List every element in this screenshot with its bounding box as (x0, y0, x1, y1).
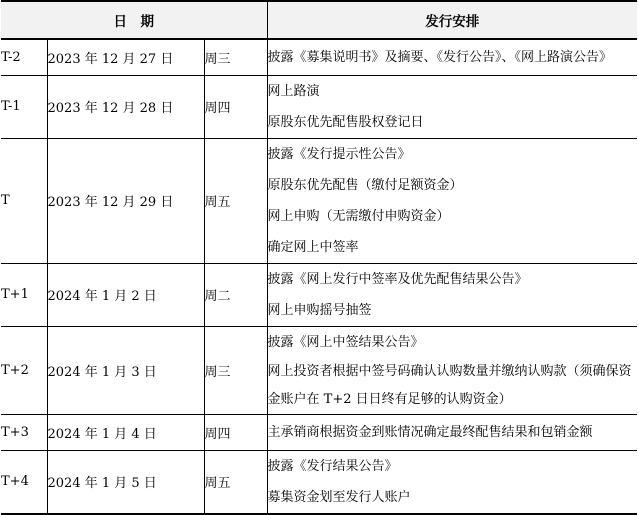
arrangement-item: 募集资金划至发行人账户 (267, 489, 411, 505)
date-cell: 2024 年 1 月 2 日 (47, 263, 204, 326)
arrangement-cell (267, 138, 637, 263)
date-column-header: 日 期 (1, 1, 267, 39)
arrangement-cell (267, 75, 637, 138)
arrangement-item: 原股东优先配售股权登记日 (267, 114, 424, 130)
arrangement-cell (267, 39, 637, 75)
weekday-cell: 周五 (204, 450, 267, 514)
arrangement-item: 披露《发行提示性公告》 (267, 146, 411, 162)
trading-day-cell: T+3 (1, 414, 47, 450)
trading-day-cell: T+1 (1, 263, 47, 326)
header-row (1, 1, 637, 39)
table-row (1, 263, 637, 326)
arrangement-item: 披露《网上中签结果公告》 (267, 334, 424, 350)
arrangement-column-header: 发行安排 (267, 1, 637, 39)
arrangement-item: 披露《募集说明书》及摘要、《发行公告》、《网上路演公告》 (267, 49, 613, 65)
arrangement-item: 网上路演 (267, 83, 320, 99)
date-cell: 2024 年 1 月 3 日 (47, 326, 204, 414)
table-row (1, 138, 637, 263)
weekday-cell: 周四 (204, 75, 267, 138)
arrangement-item: 网上申购（无需缴付申购资金） (267, 208, 450, 224)
table-row (1, 414, 637, 450)
trading-day-cell: T-2 (1, 39, 47, 75)
arrangement-cell (267, 414, 637, 450)
arrangement-cell (267, 263, 637, 326)
table-row (1, 75, 637, 138)
weekday-cell: 周五 (204, 138, 267, 263)
date-cell: 2024 年 1 月 5 日 (47, 450, 204, 514)
arrangement-item: 原股东优先配售（缴付足额资金） (267, 177, 463, 193)
weekday-cell: 周二 (204, 263, 267, 326)
arrangement-item: 网上申购摇号抽签 (267, 302, 372, 318)
date-cell: 2023 年 12 月 27 日 (47, 39, 204, 75)
table-row (1, 39, 637, 75)
issuance-schedule-table (1, 0, 637, 515)
trading-day-cell: T (1, 138, 47, 263)
date-cell: 2024 年 1 月 4 日 (47, 414, 204, 450)
arrangement-item: 确定网上中签率 (267, 239, 359, 255)
weekday-cell: 周四 (204, 414, 267, 450)
weekday-cell: 周三 (204, 39, 267, 75)
date-cell: 2023 年 12 月 29 日 (47, 138, 204, 263)
table-row (1, 326, 637, 414)
arrangement-item: 网上投资者根据中签号码确认认购数量并缴纳认购款（须确保资金账户在 T+2 日日终有足够的认购资金） (267, 363, 632, 407)
arrangement-cell (267, 326, 637, 414)
arrangement-item: 披露《发行结果公告》 (267, 458, 398, 474)
table-row (1, 450, 637, 514)
trading-day-cell: T+2 (1, 326, 47, 414)
arrangement-cell (267, 450, 637, 514)
trading-day-cell: T-1 (1, 75, 47, 138)
date-cell: 2023 年 12 月 28 日 (47, 75, 204, 138)
weekday-cell: 周三 (204, 326, 267, 414)
trading-day-cell: T+4 (1, 450, 47, 514)
arrangement-item: 披露《网上发行中签率及优先配售结果公告》 (267, 271, 528, 287)
arrangement-item: 主承销商根据资金到账情况确定最终配售结果和包销金额 (267, 424, 593, 440)
